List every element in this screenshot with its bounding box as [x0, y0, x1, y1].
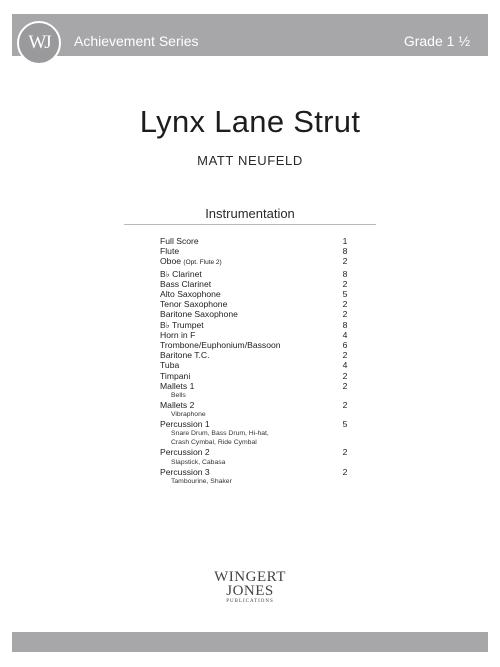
instrument-row [160, 289, 350, 299]
instrument-row [160, 447, 350, 457]
instrument-count: 2 [342, 256, 348, 267]
instrument-name [160, 340, 281, 350]
instrument-name [160, 279, 211, 289]
instrument-name [160, 360, 179, 370]
instrument-row [160, 299, 350, 309]
instrument-name [160, 467, 210, 477]
instrument-row [160, 279, 350, 289]
instrument-name [160, 309, 238, 319]
instrument-name-text: Percussion 2 [160, 447, 210, 458]
instrument-name-text: Percussion 1 [160, 419, 210, 430]
instrument-name-text: Tuba [160, 360, 180, 371]
instrument-name-text: Percussion 3 [160, 466, 210, 477]
instrument-name [160, 246, 179, 256]
instrument-name [160, 256, 222, 268]
instrument-count: 8 [342, 268, 348, 279]
instrument-name-text: Flute [160, 246, 180, 257]
instrument-note: Slapstick, Cabasa [171, 458, 226, 466]
instrument-name-text: Horn in F [160, 329, 196, 340]
footer-band [12, 632, 488, 652]
instrument-name [160, 371, 190, 381]
instrument-count: 8 [342, 319, 348, 330]
publisher-logo-line2: JONES [226, 583, 274, 599]
instrument-row [160, 309, 350, 319]
instrumentation-list [160, 236, 350, 486]
instrument-count: 2 [342, 309, 348, 320]
instrument-row [160, 236, 350, 246]
instrument-name [160, 447, 210, 457]
instrument-name [160, 236, 199, 246]
instrument-name-text: Baritone Saxophone [160, 309, 238, 320]
instrument-row [160, 371, 350, 381]
instrument-count: 8 [342, 246, 348, 257]
instrument-row [160, 381, 350, 391]
instrument-name-text: Oboe [160, 256, 182, 267]
instrument-name [160, 381, 194, 391]
instrumentation-heading: Instrumentation [205, 206, 295, 221]
instrument-row [160, 467, 350, 477]
instrument-count: 5 [342, 419, 348, 430]
publisher-logo-line3: PUBLICATIONS [226, 599, 274, 604]
instrument-count: 4 [342, 329, 348, 340]
instrument-name [160, 330, 195, 340]
instrument-name-text: Tenor Saxophone [160, 299, 228, 310]
heading-divider [124, 224, 376, 225]
instrument-name-text: Alto Saxophone [160, 289, 221, 300]
instrument-count: 6 [342, 340, 348, 351]
instrument-count: 2 [342, 370, 348, 381]
instrument-count: 1 [342, 236, 348, 246]
instrument-name-text: Mallets 2 [160, 400, 195, 411]
instrument-name-text: B♭ Clarinet [160, 268, 202, 279]
instrument-count: 2 [342, 380, 348, 391]
instrument-name [160, 320, 204, 330]
instrument-name-text: Trombone/Euphonium/Bassoon [160, 340, 281, 351]
series-name: Achievement Series [74, 33, 199, 49]
instrument-row [160, 360, 350, 370]
instrument-row [160, 269, 350, 279]
instrument-subnote: (Opt. Flute 2) [183, 259, 222, 267]
instrument-note: Vibraphone [171, 411, 206, 419]
instrument-row [160, 256, 350, 268]
instrument-count: 2 [342, 466, 348, 477]
instrument-row [160, 246, 350, 256]
instrument-name-text: B♭ Trumpet [160, 319, 204, 330]
instrument-note: Bells [171, 392, 186, 400]
instrument-name-text: Mallets 1 [160, 380, 195, 391]
grade-level: Grade 1 ½ [403, 33, 470, 49]
composer-name: MATT NEUFELD [197, 153, 303, 168]
instrument-note: Tambourine, Shaker [171, 477, 232, 485]
instrument-row [160, 400, 350, 410]
instrument-name-text: Full Score [160, 236, 199, 246]
instrument-count: 2 [342, 350, 348, 361]
instrument-name-text: Bass Clarinet [160, 278, 212, 289]
instrument-row [160, 330, 350, 340]
instrument-name [160, 299, 227, 309]
publisher-logo [205, 570, 295, 610]
instrument-name [160, 289, 221, 299]
instrument-count: 2 [342, 400, 348, 411]
piece-title: Lynx Lane Strut [139, 104, 361, 139]
instrument-name-text: Baritone T.C. [160, 350, 210, 361]
instrument-row [160, 350, 350, 360]
instrument-name [160, 269, 202, 279]
instrument-name [160, 419, 210, 429]
instrument-row [160, 340, 350, 350]
instrument-row [160, 320, 350, 330]
series-logo [17, 21, 61, 65]
instrument-count: 2 [342, 299, 348, 310]
instrument-name [160, 350, 210, 360]
instrument-name [160, 400, 194, 410]
series-logo-text: WJ [28, 32, 50, 53]
instrument-count: 2 [342, 278, 348, 289]
instrument-note: Crash Cymbal, Ride Cymbal [171, 439, 257, 447]
instrument-count: 5 [342, 289, 348, 300]
instrument-row [160, 419, 350, 429]
publisher-logo-line1: WINGERT [214, 569, 286, 585]
instrument-count: 4 [342, 360, 348, 371]
instrument-note: Snare Drum, Bass Drum, Hi-hat, [171, 430, 269, 438]
instrument-name-text: Timpani [160, 370, 191, 381]
instrument-count: 2 [342, 447, 348, 458]
